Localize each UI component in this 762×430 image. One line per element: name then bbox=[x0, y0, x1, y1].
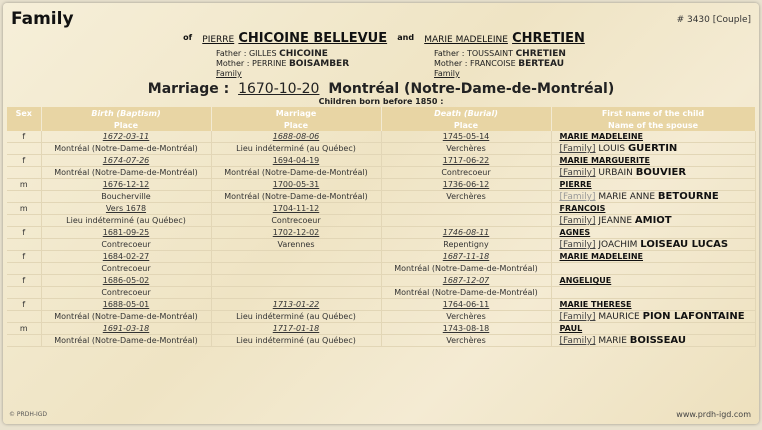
empty-cell bbox=[7, 215, 41, 227]
site-url[interactable]: www.prdh-igd.com bbox=[676, 410, 751, 419]
child-name-link[interactable]: PAUL bbox=[559, 324, 583, 333]
spouse-entry bbox=[560, 336, 686, 346]
spouse-first-name: MAURICE bbox=[598, 312, 640, 322]
spouse-family-link[interactable]: [Family] bbox=[559, 240, 596, 250]
wife-mother-surname: BERTEAU bbox=[518, 59, 565, 69]
marriage-place: Lieu indéterminé (au Québec) bbox=[211, 143, 381, 155]
birth-place: Montréal (Notre-Dame-de-Montréal) bbox=[41, 167, 211, 179]
child-sex: m bbox=[7, 179, 41, 191]
death-place: Montréal (Notre-Dame-de-Montréal) bbox=[381, 287, 551, 299]
death-date-link[interactable]: 1687-12-07 bbox=[381, 275, 551, 287]
spouse-entry bbox=[560, 144, 678, 154]
death-place: Verchères bbox=[381, 191, 551, 203]
marriage-date-link[interactable]: 1700-05-31 bbox=[211, 179, 381, 191]
spouse-first-name: JEANNE bbox=[598, 216, 633, 226]
marriage-place: Montréal (Notre-Dame-de-Montréal) bbox=[211, 167, 381, 179]
child-sex: f bbox=[7, 131, 41, 143]
header-death: Death (Burial) bbox=[381, 107, 551, 119]
spouse-last-name: AMIOT bbox=[634, 215, 672, 226]
spouse-entry bbox=[560, 192, 719, 202]
child-place-row bbox=[7, 143, 755, 155]
death-date-link[interactable]: 1687-11-18 bbox=[381, 251, 551, 263]
empty-cell bbox=[7, 239, 41, 251]
child-place-row bbox=[7, 263, 755, 275]
child-sex: f bbox=[7, 299, 41, 311]
marriage-date-link[interactable]: 1717-01-18 bbox=[211, 323, 381, 335]
birth-place: Montréal (Notre-Dame-de-Montréal) bbox=[41, 335, 211, 347]
marriage-place: Montréal (Notre-Dame-de-Montréal) bbox=[328, 81, 615, 97]
spouse-last-name: LOISEAU LUCAS bbox=[640, 239, 729, 250]
child-row bbox=[7, 299, 755, 311]
empty-cell bbox=[7, 335, 41, 347]
death-place: Contrecoeur bbox=[381, 167, 551, 179]
marriage-date-link[interactable]: 1688-08-06 bbox=[211, 131, 381, 143]
spouse-last-name: PION LAFONTAINE bbox=[642, 311, 745, 322]
husband-last-name[interactable]: CHICOINE BELLEVUE bbox=[238, 31, 388, 46]
death-date-link[interactable]: 1736-06-12 bbox=[381, 179, 551, 191]
child-place-row bbox=[7, 335, 755, 347]
death-date-link[interactable]: 1717-06-22 bbox=[381, 155, 551, 167]
header-birth: Birth (Baptism) bbox=[41, 107, 211, 119]
spouse-entry bbox=[560, 216, 672, 226]
husband-father-given: Father : GILLES bbox=[216, 49, 277, 58]
husband-first-name[interactable]: PIERRE bbox=[202, 35, 235, 45]
header-spouse-name: Name of the spouse bbox=[551, 119, 755, 131]
child-row bbox=[7, 275, 755, 287]
birth-place: Lieu indéterminé (au Québec) bbox=[41, 215, 211, 227]
child-name-link[interactable]: ANGELIQUE bbox=[559, 276, 612, 285]
birth-place: Montréal (Notre-Dame-de-Montréal) bbox=[41, 311, 211, 323]
spouse-entry bbox=[560, 240, 729, 250]
death-place bbox=[381, 215, 551, 227]
empty-cell bbox=[7, 167, 41, 179]
marriage-place: Montréal (Notre-Dame-de-Montréal) bbox=[211, 191, 381, 203]
header-death-place: Place bbox=[381, 119, 551, 131]
spouse-last-name: BOUVIER bbox=[635, 167, 687, 178]
header-sex: Sex bbox=[7, 107, 41, 119]
child-row bbox=[7, 155, 755, 167]
death-date-link[interactable]: 1745-05-14 bbox=[381, 131, 551, 143]
marriage-date-link[interactable]: 1670-10-20 bbox=[238, 81, 320, 97]
child-sex: m bbox=[7, 323, 41, 335]
spouse-last-name: BOISSEAU bbox=[629, 335, 686, 346]
child-name-link[interactable]: MARIE THERESE bbox=[559, 300, 632, 309]
child-name-link[interactable]: AGNES bbox=[559, 228, 591, 237]
wife-parents bbox=[434, 49, 566, 78]
spouse-first-name: MARIE bbox=[598, 336, 627, 346]
empty-cell bbox=[7, 287, 41, 299]
death-date-link[interactable]: 1743-08-18 bbox=[381, 323, 551, 335]
header-marriage: Marriage bbox=[211, 107, 381, 119]
wife-first-name[interactable]: MARIE MADELEINE bbox=[424, 35, 508, 45]
child-row bbox=[7, 131, 755, 143]
marriage-date-link[interactable]: 1713-01-22 bbox=[211, 299, 381, 311]
death-place: Repentigny bbox=[381, 239, 551, 251]
death-place: Verchères bbox=[381, 311, 551, 323]
page-title: Family bbox=[11, 9, 74, 29]
wife-father-given: Father : TOUSSAINT bbox=[434, 49, 514, 58]
death-date-link[interactable]: 1746-08-11 bbox=[381, 227, 551, 239]
spouse-first-name: JOACHIM bbox=[598, 240, 638, 250]
birth-date-link[interactable]: 1676-12-12 bbox=[41, 179, 211, 191]
wife-father-surname: CHRETIEN bbox=[515, 49, 566, 59]
husband-mother-given: Mother : PERRINE bbox=[216, 59, 287, 68]
spouse-entry bbox=[560, 312, 745, 322]
child-row bbox=[7, 251, 755, 263]
couple-heading bbox=[3, 31, 759, 46]
header-blank bbox=[7, 119, 41, 131]
empty-cell bbox=[7, 143, 41, 155]
marriage-date-link[interactable] bbox=[211, 251, 381, 263]
child-row bbox=[7, 227, 755, 239]
death-place: Verchères bbox=[381, 143, 551, 155]
birth-place: Contrecoeur bbox=[41, 287, 211, 299]
birth-date-link[interactable]: 1672-03-11 bbox=[41, 131, 211, 143]
marriage-label: Marriage : bbox=[147, 81, 230, 97]
spouse-family-link[interactable]: [Family] bbox=[559, 192, 596, 202]
husband-family-link[interactable]: Family bbox=[216, 69, 242, 78]
empty-cell bbox=[7, 191, 41, 203]
birth-place: Montréal (Notre-Dame-de-Montréal) bbox=[41, 143, 211, 155]
marriage-date-link[interactable] bbox=[211, 275, 381, 287]
children-table bbox=[7, 107, 756, 347]
spouse-entry bbox=[560, 168, 687, 178]
spouse-last-name: GUERTIN bbox=[627, 143, 678, 154]
death-place: Montréal (Notre-Dame-de-Montréal) bbox=[381, 263, 551, 275]
child-name-link[interactable]: MARIE MARGUERITE bbox=[559, 156, 650, 165]
birth-date-link[interactable]: 1686-05-02 bbox=[41, 275, 211, 287]
spouse-family-link[interactable]: [Family] bbox=[559, 216, 596, 226]
child-sex: f bbox=[7, 227, 41, 239]
empty-cell bbox=[7, 263, 41, 275]
child-row bbox=[7, 179, 755, 191]
marriage-place: Lieu indéterminé (au Québec) bbox=[211, 311, 381, 323]
marriage-date-link[interactable]: 1694-04-19 bbox=[211, 155, 381, 167]
death-date-link[interactable] bbox=[381, 203, 551, 215]
header-birth-place: Place bbox=[41, 119, 211, 131]
copyright: © PRDH-IGD bbox=[9, 411, 48, 418]
marriage-date-link[interactable]: 1702-12-02 bbox=[211, 227, 381, 239]
wife-family-link[interactable]: Family bbox=[434, 69, 460, 78]
child-place-row bbox=[7, 239, 755, 251]
birth-date-link[interactable]: Vers 1678 bbox=[41, 203, 211, 215]
birth-date-link[interactable]: 1674-07-26 bbox=[41, 155, 211, 167]
child-place-row bbox=[7, 215, 755, 227]
of-label: of bbox=[183, 33, 193, 42]
spouse-family-link[interactable]: [Family] bbox=[559, 336, 596, 346]
child-place-row bbox=[7, 167, 755, 179]
child-sex: m bbox=[7, 203, 41, 215]
record-reference: # 3430 [Couple] bbox=[676, 15, 751, 25]
family-record-page bbox=[3, 3, 759, 424]
death-place: Verchères bbox=[381, 335, 551, 347]
spouse-first-name: MARIE ANNE bbox=[598, 192, 656, 202]
header-marriage-place: Place bbox=[211, 119, 381, 131]
birth-place: Contrecoeur bbox=[41, 263, 211, 275]
birth-date-link[interactable]: 1681-09-25 bbox=[41, 227, 211, 239]
husband-parents bbox=[216, 49, 349, 78]
spouse-first-name: URBAIN bbox=[598, 168, 633, 178]
empty-cell bbox=[7, 311, 41, 323]
child-row bbox=[7, 323, 755, 335]
wife-mother-given: Mother : FRANCOISE bbox=[434, 59, 516, 68]
child-sex: f bbox=[7, 275, 41, 287]
birth-place: Contrecoeur bbox=[41, 239, 211, 251]
husband-mother bbox=[216, 59, 349, 69]
child-name-link[interactable]: PIERRE bbox=[559, 180, 592, 189]
spouse-family-link[interactable]: [Family] bbox=[559, 144, 596, 154]
wife-father bbox=[434, 49, 566, 59]
birth-place: Boucherville bbox=[41, 191, 211, 203]
marriage-line bbox=[3, 81, 759, 97]
marriage-place bbox=[211, 287, 381, 299]
child-sex: f bbox=[7, 251, 41, 263]
birth-date-link[interactable]: 1691-03-18 bbox=[41, 323, 211, 335]
child-place-row bbox=[7, 287, 755, 299]
children-note: Children born before 1850 : bbox=[318, 97, 444, 106]
spouse-family-link[interactable]: [Family] bbox=[559, 168, 596, 178]
wife-mother bbox=[434, 59, 566, 69]
child-place-row bbox=[7, 311, 755, 323]
husband-father bbox=[216, 49, 349, 59]
spouse-family-link[interactable]: [Family] bbox=[559, 312, 596, 322]
spouse-last-name: BETOURNE bbox=[657, 191, 719, 202]
and-label: and bbox=[397, 33, 415, 42]
children-rows bbox=[7, 131, 755, 347]
marriage-date-link[interactable]: 1704-11-12 bbox=[211, 203, 381, 215]
birth-date-link[interactable]: 1684-02-27 bbox=[41, 251, 211, 263]
child-row bbox=[7, 203, 755, 215]
marriage-place: Lieu indéterminé (au Québec) bbox=[211, 335, 381, 347]
husband-mother-surname: BOISAMBER bbox=[288, 59, 350, 69]
child-place-row bbox=[7, 191, 755, 203]
marriage-place: Varennes bbox=[211, 239, 381, 251]
header-child-name: First name of the child bbox=[551, 107, 755, 119]
death-date-link[interactable]: 1764-06-11 bbox=[381, 299, 551, 311]
wife-last-name[interactable]: CHRETIEN bbox=[512, 31, 585, 46]
marriage-place: Contrecoeur bbox=[211, 215, 381, 227]
child-sex: f bbox=[7, 155, 41, 167]
birth-date-link[interactable]: 1688-05-01 bbox=[41, 299, 211, 311]
spouse-first-name: LOUIS bbox=[598, 144, 626, 154]
child-name-link[interactable]: FRANCOIS bbox=[559, 204, 606, 213]
child-name-link[interactable]: MARIE MADELEINE bbox=[559, 132, 643, 141]
marriage-place bbox=[211, 263, 381, 275]
child-name-link[interactable]: MARIE MADELEINE bbox=[559, 252, 643, 261]
husband-father-surname: CHICOINE bbox=[279, 49, 328, 59]
